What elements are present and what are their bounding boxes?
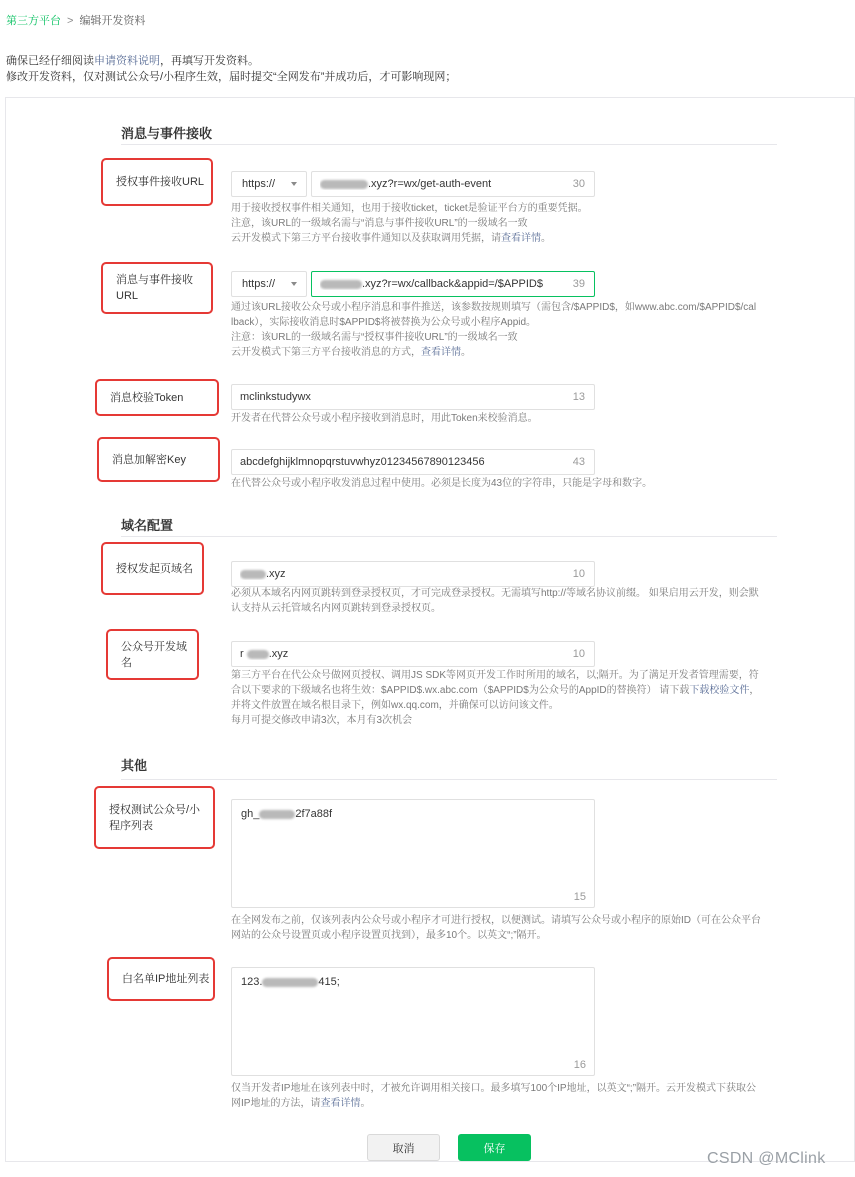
help-line: 认支持从云托管域名内网页跳转到登录授权页。: [231, 603, 441, 614]
help-line: 必须从本域名内网页跳转到登录授权页，才可完成登录授权。无需填写http://等域名协议前缀。 如果启用云开发，则会默: [231, 588, 759, 599]
chevron-down-icon: [291, 182, 297, 186]
help-ip-list: [231, 1081, 779, 1111]
chevron-down-icon: [291, 282, 297, 286]
help-line: 云开发模式下第三方平台接收消息的方式，: [231, 347, 421, 358]
msg-event-url-input[interactable]: [311, 271, 595, 297]
notice-text: ，再填写开发资料。: [160, 55, 259, 67]
aes-key-input[interactable]: [231, 449, 595, 475]
breadcrumb: [6, 12, 145, 28]
input-value: .xyz?r=wx/get-auth-event: [368, 178, 492, 190]
auth-domain-input[interactable]: [231, 561, 595, 587]
char-count: 13: [572, 391, 585, 403]
label-msg-event-url: [101, 262, 213, 314]
input-value: r: [240, 648, 244, 660]
help-line: 通过该URL接收公众号或小程序消息和事件推送，该参数按规则填写（需包含/$APPID$，如www.abc.com/$APPID$/cal: [231, 302, 757, 313]
breadcrumb-root-link[interactable]: 第三方平台: [6, 15, 61, 27]
help-line: 第三方平台在代公众号做网页授权、调用JS SDK等网页开发工作时所用的域名，以;隔开。为了满足开发者管理需要，符: [231, 670, 759, 681]
token-input[interactable]: [231, 384, 595, 410]
help-auth-domain: [231, 586, 779, 616]
protocol-select-msg[interactable]: [231, 271, 307, 297]
redacted-blur: [247, 650, 269, 659]
breadcrumb-separator: >: [67, 15, 74, 27]
help-auth-url: [231, 201, 779, 246]
section-title-domain: 域名配置: [121, 518, 174, 533]
label-auth-event-url: 授权事件接收URL: [101, 158, 213, 206]
label-ip-list: 白名单IP地址列表: [107, 957, 215, 1001]
save-button[interactable]: 保存: [458, 1134, 531, 1161]
help-line: 在全网发布之前，仅该列表内公众号或小程序才可进行授权，以便测试。请填写公众号或小程序的原始ID（可在公众平台: [231, 915, 761, 926]
view-details-link[interactable]: 查看详情: [421, 347, 461, 358]
section-divider: [121, 144, 777, 145]
breadcrumb-current: 编辑开发资料: [79, 15, 146, 27]
char-count: 39: [572, 278, 585, 290]
apply-doc-link[interactable]: 申请资料说明: [94, 55, 160, 67]
redacted-blur: [259, 810, 295, 819]
textarea-value: 415;: [318, 976, 340, 988]
view-details-link[interactable]: 查看详情: [320, 1098, 361, 1109]
notice: [6, 53, 456, 85]
auth-event-url-input[interactable]: [311, 171, 595, 197]
notice-line-2: 修改开发资料，仅对测试公众号/小程序生效，届时提交“全网发布”并成功后，才可影响现网；: [6, 71, 457, 83]
help-line: 网站的公众号设置页或小程序设置页找到），最多10个。以英文“;”隔开。: [231, 930, 547, 941]
textarea-value: 2f7a88f: [295, 808, 333, 820]
textarea-value: 123.: [241, 976, 263, 988]
input-value: .xyz: [266, 568, 286, 580]
notice-text: 确保已经仔细阅读: [6, 55, 94, 67]
help-line: 。: [541, 233, 551, 244]
label-line: URL: [116, 290, 139, 302]
input-value: .xyz: [268, 648, 289, 660]
protocol-value: https://: [242, 178, 276, 190]
help-line: 仅当开发者IP地址在该列表中时，才被允许调用相关接口。最多填写100个IP地址，以英文“;”隔开。云开发模式下获取公: [231, 1083, 757, 1094]
input-value: abcdefghijklmnopqrstuvwhyz01234567890123456: [240, 456, 485, 468]
redacted-blur: [320, 280, 362, 289]
char-count: 30: [572, 178, 585, 190]
help-test-list: [231, 913, 779, 943]
label-line: 消息与事件接收: [116, 274, 193, 286]
char-count: 10: [572, 568, 585, 580]
label-line: 授权测试公众号/小: [109, 803, 201, 816]
help-line: 每月可提交修改申请3次，本月有3次机会: [231, 715, 413, 726]
ip-list-textarea[interactable]: [231, 967, 595, 1076]
redacted-blur: [240, 570, 266, 579]
help-line: 合以下要求的下级域名也将生效：$APPID$.wx.abc.com（$APPID$为公众号的AppID的替换符） 请下载: [231, 685, 690, 696]
char-count: 10: [572, 648, 585, 660]
help-mp-domain: [231, 668, 779, 728]
label-test-list: [94, 786, 215, 849]
help-msg-url: [231, 300, 779, 360]
help-line: 云开发模式下第三方平台接收事件通知以及获取调用凭据，请: [231, 233, 501, 244]
help-aes-key: 在代替公众号或小程序收发消息过程中使用。必须是长度为43位的字符串，只能是字母和数字。: [231, 478, 653, 489]
input-value: mclinkstudywx: [240, 391, 311, 403]
protocol-value: https://: [242, 278, 276, 290]
char-count: 16: [573, 1059, 586, 1071]
help-line: lback），实际接收消息时$APPID$将被替换为公众号或小程序Appid。: [231, 317, 537, 328]
label-mp-domain: 公众号开发域名: [106, 629, 199, 680]
help-line: 。: [461, 347, 471, 358]
help-line: 注意，该URL的一级域名需与“消息与事件接收URL”的一级域名一致: [231, 218, 528, 229]
section-divider: [121, 779, 777, 780]
label-auth-domain: 授权发起页域名: [101, 542, 204, 595]
label-aes-key: 消息加解密Key: [97, 437, 220, 482]
section-title-other: 其他: [121, 758, 148, 773]
textarea-value: gh_: [241, 808, 260, 820]
help-line: 并将文件放置在域名根目录下，例如wx.qq.com，并确保可以访问该文件。: [231, 700, 559, 711]
help-line: 网IP地址的方法，请: [231, 1098, 321, 1109]
char-count: 15: [573, 891, 586, 903]
help-line: 用于接收授权事件相关通知，也用于接收ticket，ticket是验证平台方的重要凭据。: [231, 203, 588, 214]
section-title-msg: 消息与事件接收: [121, 126, 213, 141]
view-details-link[interactable]: 查看详情: [501, 233, 541, 244]
mp-domain-input[interactable]: [231, 641, 595, 667]
help-line: ，: [749, 685, 760, 696]
watermark: CSDN @MClink: [707, 1150, 826, 1167]
help-line: 注意：该URL的一级域名需与“授权事件接收URL”的一级域名一致: [231, 332, 518, 343]
cancel-button[interactable]: 取消: [367, 1134, 440, 1161]
section-divider: [121, 536, 777, 537]
protocol-select-auth[interactable]: [231, 171, 307, 197]
help-token: 开发者在代替公众号或小程序接收到消息时，用此Token来校验消息。: [231, 413, 538, 424]
label-line: 程序列表: [109, 819, 153, 832]
download-verify-file-link[interactable]: 下载校验文件: [689, 685, 750, 696]
redacted-blur: [262, 978, 318, 987]
test-list-textarea[interactable]: [231, 799, 595, 908]
char-count: 43: [572, 456, 585, 468]
redacted-blur: [320, 180, 368, 189]
help-line: 。: [360, 1098, 371, 1109]
label-token: 消息校验Token: [95, 379, 219, 416]
input-value: .xyz?r=wx/callback&appid=/$APPID$: [362, 278, 543, 290]
